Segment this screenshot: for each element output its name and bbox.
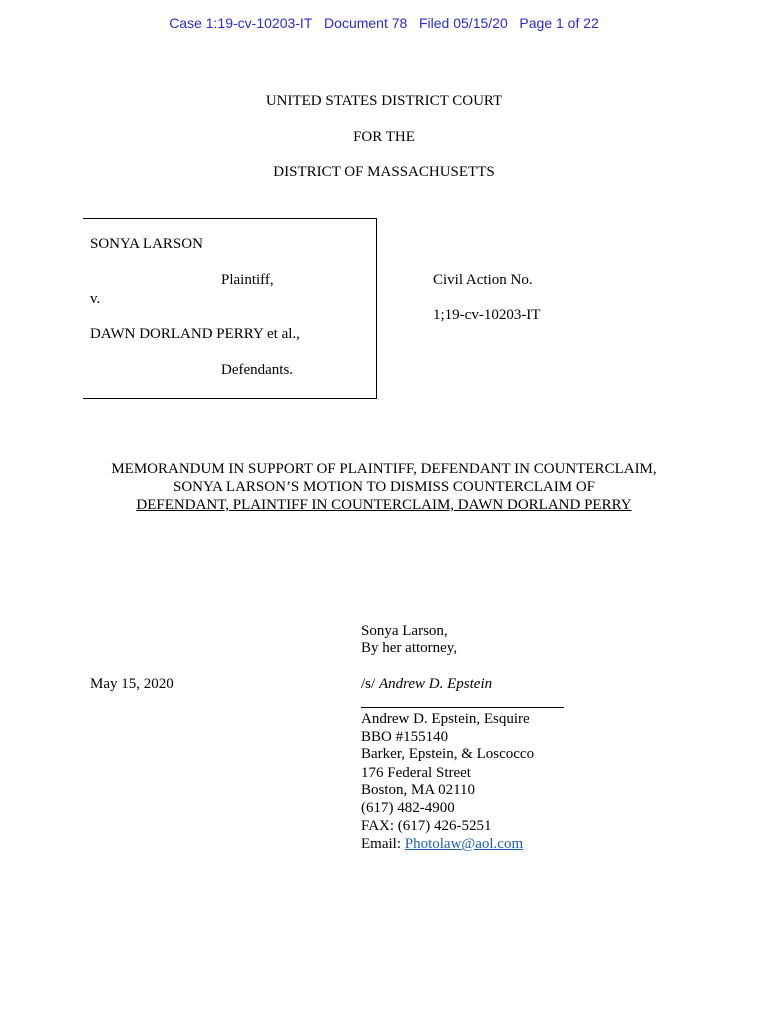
- ecf-case-number: Case 1:19-cv-10203-IT: [169, 15, 313, 31]
- signature-prefix: /s/: [361, 676, 376, 692]
- signature-by-attorney: By her attorney,: [361, 640, 458, 656]
- ecf-page-count: Page 1 of 22: [519, 15, 599, 31]
- law-firm: Barker, Epstein, & Loscocco: [361, 746, 535, 762]
- email-label: Email:: [361, 836, 401, 852]
- firm-city: Boston, MA 02110: [361, 782, 476, 798]
- attorney-name: Andrew D. Epstein, Esquire: [361, 711, 530, 727]
- defendant-name: DAWN DORLAND PERRY et al.,: [90, 326, 300, 342]
- signature-name: Andrew D. Epstein: [378, 676, 493, 692]
- court-name: UNITED STATES DISTRICT COURT: [265, 93, 503, 109]
- versus: v.: [90, 291, 101, 307]
- filing-date: May 15, 2020: [90, 676, 174, 692]
- email-link[interactable]: Photolaw@aol.com: [404, 836, 524, 852]
- signature-line: [361, 707, 564, 708]
- firm-street: 176 Federal Street: [361, 765, 471, 781]
- firm-fax: FAX: (617) 426-5251: [361, 818, 492, 834]
- civil-action-number: 1;19-cv-10203-IT: [433, 307, 541, 323]
- plaintiff-name: SONYA LARSON: [90, 236, 203, 252]
- plaintiff-role: Plaintiff,: [221, 272, 274, 288]
- court-district: DISTRICT OF MASSACHUSETTS: [273, 164, 495, 180]
- defendant-role: Defendants.: [221, 362, 294, 378]
- ecf-header: [0, 15, 768, 31]
- ecf-document-number: Document 78: [324, 15, 408, 31]
- firm-email: [361, 836, 523, 853]
- firm-phone: (617) 482-4900: [361, 800, 455, 816]
- signature-party: Sonya Larson,: [361, 623, 448, 639]
- attorney-bbo: BBO #155140: [361, 729, 449, 745]
- electronic-signature: [361, 676, 492, 693]
- memo-title-line-2: SONYA LARSON’S MOTION TO DISMISS COUNTERCLAIM OF: [173, 479, 595, 495]
- memo-title-line-3: DEFENDANT, PLAINTIFF IN COUNTERCLAIM, DAWN DORLAND PERRY: [136, 497, 632, 513]
- ecf-filed-date: Filed 05/15/20: [419, 15, 508, 31]
- memo-title-line-1: MEMORANDUM IN SUPPORT OF PLAINTIFF, DEFENDANT IN COUNTERCLAIM,: [111, 461, 657, 477]
- court-for-the: FOR THE: [353, 129, 415, 145]
- civil-action-label: Civil Action No.: [433, 272, 533, 288]
